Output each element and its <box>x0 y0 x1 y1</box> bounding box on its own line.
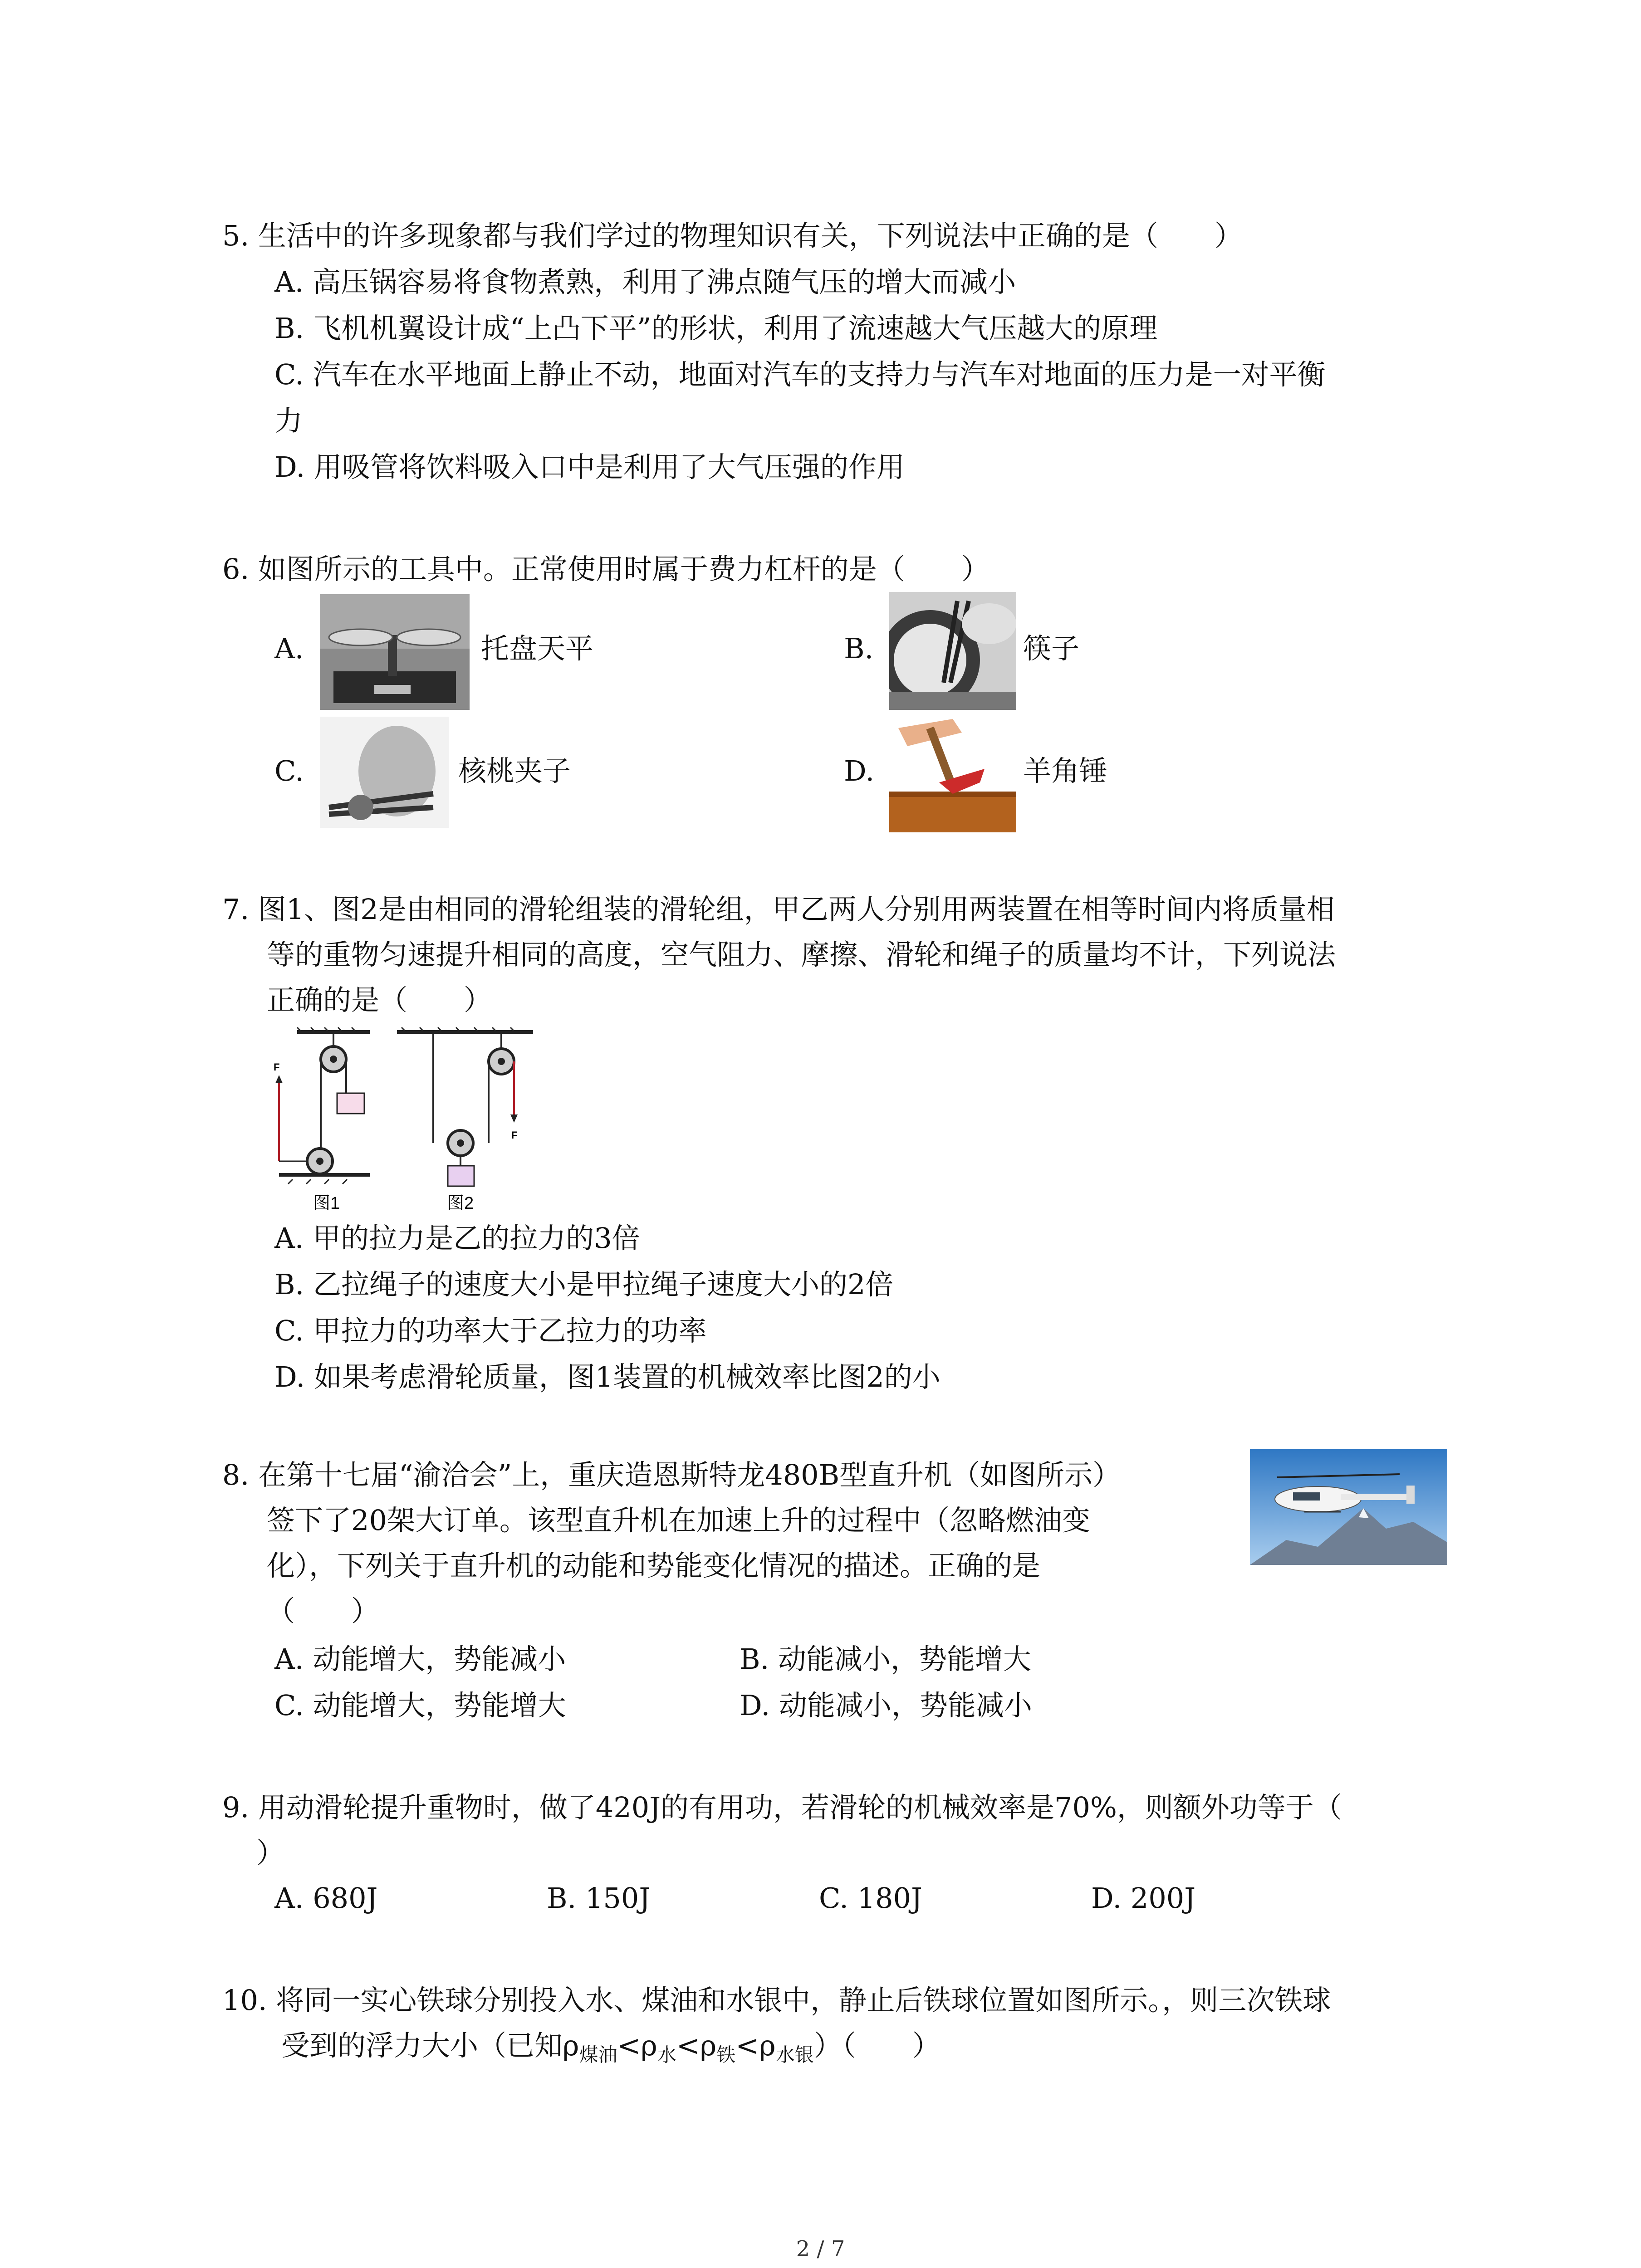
q8-stem-line3: 化），下列关于直升机的动能和势能变化情况的描述。正确的是 <box>267 1549 1041 1582</box>
fig2-force-label: F <box>511 1129 518 1141</box>
q7-option-b: B. 乙拉绳子的速度大小是甲拉绳子速度大小的2倍 <box>274 1268 894 1301</box>
q6-option-d-label: 羊角锤 <box>1023 754 1108 787</box>
fig2-caption: 图2 <box>447 1194 474 1213</box>
q5-option-b: B. 飞机机翼设计成“上凸下平”的形状，利用了流速越大气压越大的原理 <box>274 312 1158 345</box>
q9-option-c: C. 180J <box>819 1882 922 1915</box>
q9-option-d: D. 200J <box>1091 1882 1196 1915</box>
q10-density-mercury: 水银 <box>775 2043 814 2066</box>
q7-option-d: D. 如果考虑滑轮质量，图1装置的机械效率比图2的小 <box>274 1360 941 1393</box>
q8-option-c: C. 动能增大，势能增大 <box>274 1689 566 1722</box>
q8-option-d: D. 动能减小，势能减小 <box>740 1689 1032 1722</box>
chopsticks-image <box>889 592 1016 710</box>
q9-option-a: A. 680J <box>274 1882 378 1915</box>
q5-option-c: C. 汽车在水平地面上静止不动，地面对汽车的支持力与汽车对地面的压力是一对平衡 <box>274 358 1326 391</box>
fig1-force-label: F <box>274 1061 280 1073</box>
q10-lt-1: <ρ <box>617 2029 657 2062</box>
q6-option-a-label: 托盘天平 <box>481 632 594 665</box>
q8-option-b: B. 动能减小，势能增大 <box>740 1642 1031 1676</box>
q8-stem-line2: 签下了20架大订单。该型直升机在加速上升的过程中（忽略燃油变 <box>267 1504 1090 1537</box>
q7-option-c: C. 甲拉力的功率大于乙拉力的功率 <box>274 1314 707 1347</box>
q10-stem-line1: 10. 将同一实心铁球分别投入水、煤油和水银中，静止后铁球位置如图所示。，则三次铁球 <box>222 1984 1331 2017</box>
q7-stem-line2: 等的重物匀速提升相同的高度，空气阻力、摩擦、滑轮和绳子的质量均不计，下列说法 <box>267 938 1336 971</box>
q9-stem-line2: ） <box>256 1836 285 1869</box>
fig1-caption: 图1 <box>313 1194 340 1213</box>
q5-stem: 5. 生活中的许多现象都与我们学过的物理知识有关，下列说法中正确的是（ ） <box>222 219 1243 252</box>
q8-stem-line1: 8. 在第十七届“渝洽会”上，重庆造恩斯特龙480B型直升机（如图所示） <box>222 1458 1121 1491</box>
q5-option-d: D. 用吸管将饮料吸入口中是利用了大气压强的作用 <box>274 450 905 484</box>
q6-option-b-letter: B. <box>844 632 874 665</box>
balance-scale-image <box>320 594 470 710</box>
q8-stem-line4: （ ） <box>267 1594 380 1628</box>
claw-hammer-image <box>889 714 1016 832</box>
pulley-figures <box>261 1025 542 1216</box>
q10-density-kerosene: 煤油 <box>579 2043 617 2066</box>
q6-option-d-letter: D. <box>844 754 875 787</box>
q9-option-b: B. 150J <box>547 1882 651 1915</box>
q10-lt-3: <ρ <box>735 2029 776 2062</box>
q9-stem-line1: 9. 用动滑轮提升重物时，做了420J的有用功，若滑轮的机械效率是70%，则额外功等于（ <box>222 1791 1342 1824</box>
q10-stem-post: ）（ ） <box>813 2029 941 2062</box>
q7-stem-line1: 7. 图1、图2是由相同的滑轮组装的滑轮组，甲乙两人分别用两装置在相等时间内将质量相 <box>222 893 1335 926</box>
q10-stem-line2 <box>281 2028 941 2073</box>
q10-density-iron: 铁 <box>716 2043 736 2066</box>
q10-density-water: 水 <box>657 2043 676 2066</box>
q5-option-c-cont: 力 <box>274 404 303 437</box>
helicopter-image <box>1250 1449 1447 1565</box>
q10-stem-pre: 受到的浮力大小（已知ρ <box>281 2029 579 2062</box>
q6-option-b-label: 筷子 <box>1023 632 1080 665</box>
page-number: 2 / 7 <box>796 2236 845 2262</box>
q6-option-c-letter: C. <box>274 754 304 787</box>
q5-option-a: A. 高压锅容易将食物煮熟，利用了沸点随气压的增大而减小 <box>274 265 1016 298</box>
q7-stem-line3: 正确的是（ ） <box>267 983 492 1017</box>
q10-lt-2: <ρ <box>676 2029 717 2062</box>
nutcracker-image <box>320 717 449 828</box>
q7-option-a: A. 甲的拉力是乙的拉力的3倍 <box>274 1222 640 1255</box>
q6-option-a-letter: A. <box>274 632 304 665</box>
q6-stem: 6. 如图所示的工具中。正常使用时属于费力杠杆的是（ ） <box>222 552 989 586</box>
q8-option-a: A. 动能增大，势能减小 <box>274 1642 566 1676</box>
q6-option-c-label: 核桃夹子 <box>458 754 571 787</box>
